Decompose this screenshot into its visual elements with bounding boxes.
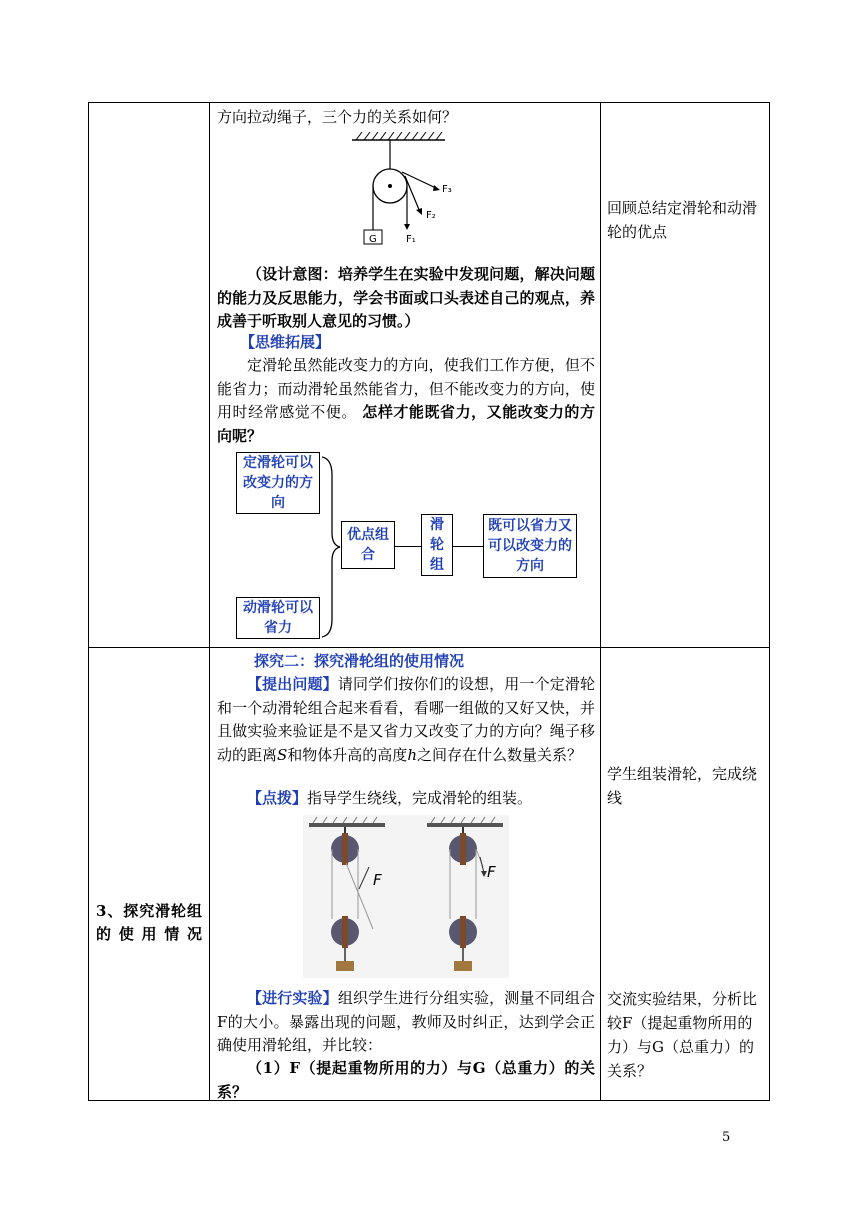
intro-text: 方向拉动绳子，三个力的关系如何？ [217,108,458,126]
thinking-body-text: 定滑轮虽然能改变力的方向，使我们工作方便，但不能省力；而动滑轮虽然能省力，但不能改变力的方向，使用时经常感觉不便。 [217,356,595,421]
weight-label: G [369,234,377,245]
variable-s: S [277,745,288,764]
combine-box: 优点组合 [341,521,395,569]
hint-text: 指导学生绕线，完成滑轮的组装。 [307,789,533,807]
thinking-body [217,354,595,448]
fixed-pulley-box: 定滑轮可以改变力的方向 [236,452,320,514]
force-label-right: F [487,863,496,881]
force-f1-label: F₁ [406,234,416,245]
column-divider [209,102,210,1101]
result-box: 既可以省力又可以改变力的方向 [483,514,577,578]
page-number: 5 [722,1130,731,1145]
hint-heading: 【点拨】 [247,789,308,807]
question-text: 之间存在什么数量关系？ [416,745,582,764]
connector-line [395,546,421,547]
column-divider [600,102,601,1101]
thinking-heading: 【思维拓展】 [240,333,331,351]
row2-activity-assemble: 学生组装滑轮，完成绕线 [607,765,758,807]
hint-paragraph [217,787,595,811]
force-f3-label: F₃ [442,184,452,195]
compare-item: （1）F（提起重物所用的力）与G（总重力）的关系？ [217,1059,595,1101]
stage-label: 3、探究滑轮组的使用情况 [96,902,202,943]
explore-title: 探究二：探究滑轮组的使用情况 [254,652,465,670]
question-text: 请同学们按你们的设想，用一个定滑轮和一个动滑轮组合起来看看，看哪一组做的又好又快，并且做实验来验证是不是又省力又改变了力的方向？绳子移动的距离 [217,675,595,764]
movable-pulley-box: 动滑轮可以省力 [236,597,320,639]
force-label-left: F [373,871,382,889]
experiment-heading: 【进行实验】 [247,989,338,1007]
thinking-question: 怎样才能既省力，又能改变力的方向呢？ [217,403,595,445]
row2-activity-compare: 交流实验结果，分析比较F（提起重物所用的力）与G（总重力）的关系？ [607,990,758,1080]
pulley-block-box: 滑轮组 [421,514,453,576]
row1-activity: 回顾总结定滑轮和动滑轮的优点 [607,199,758,241]
question-heading: 【提出问题】 [247,675,338,693]
force-f2-label: F₂ [426,210,436,221]
variable-h: h [407,745,417,764]
connector-line [453,546,483,547]
question-paragraph [217,673,595,767]
pulley-block-photo [303,815,509,978]
fixed-pulley-figure [350,132,470,250]
row-divider [88,647,770,648]
design-intent: （设计意图：培养学生在实验中发现问题，解决问题的能力及反思能力，学会书面或口头表述自己的观点，养成善于听取别人意见的习惯。） [217,265,595,330]
experiment-paragraph [217,987,595,1058]
experiment-text: 组织学生进行分组实验，测量不同组合F的大小。暴露出现的问题，教师及时纠正，达到学会正确使用滑轮组，并比较： [217,989,595,1054]
question-text: 和物体升高的高度 [287,745,408,764]
